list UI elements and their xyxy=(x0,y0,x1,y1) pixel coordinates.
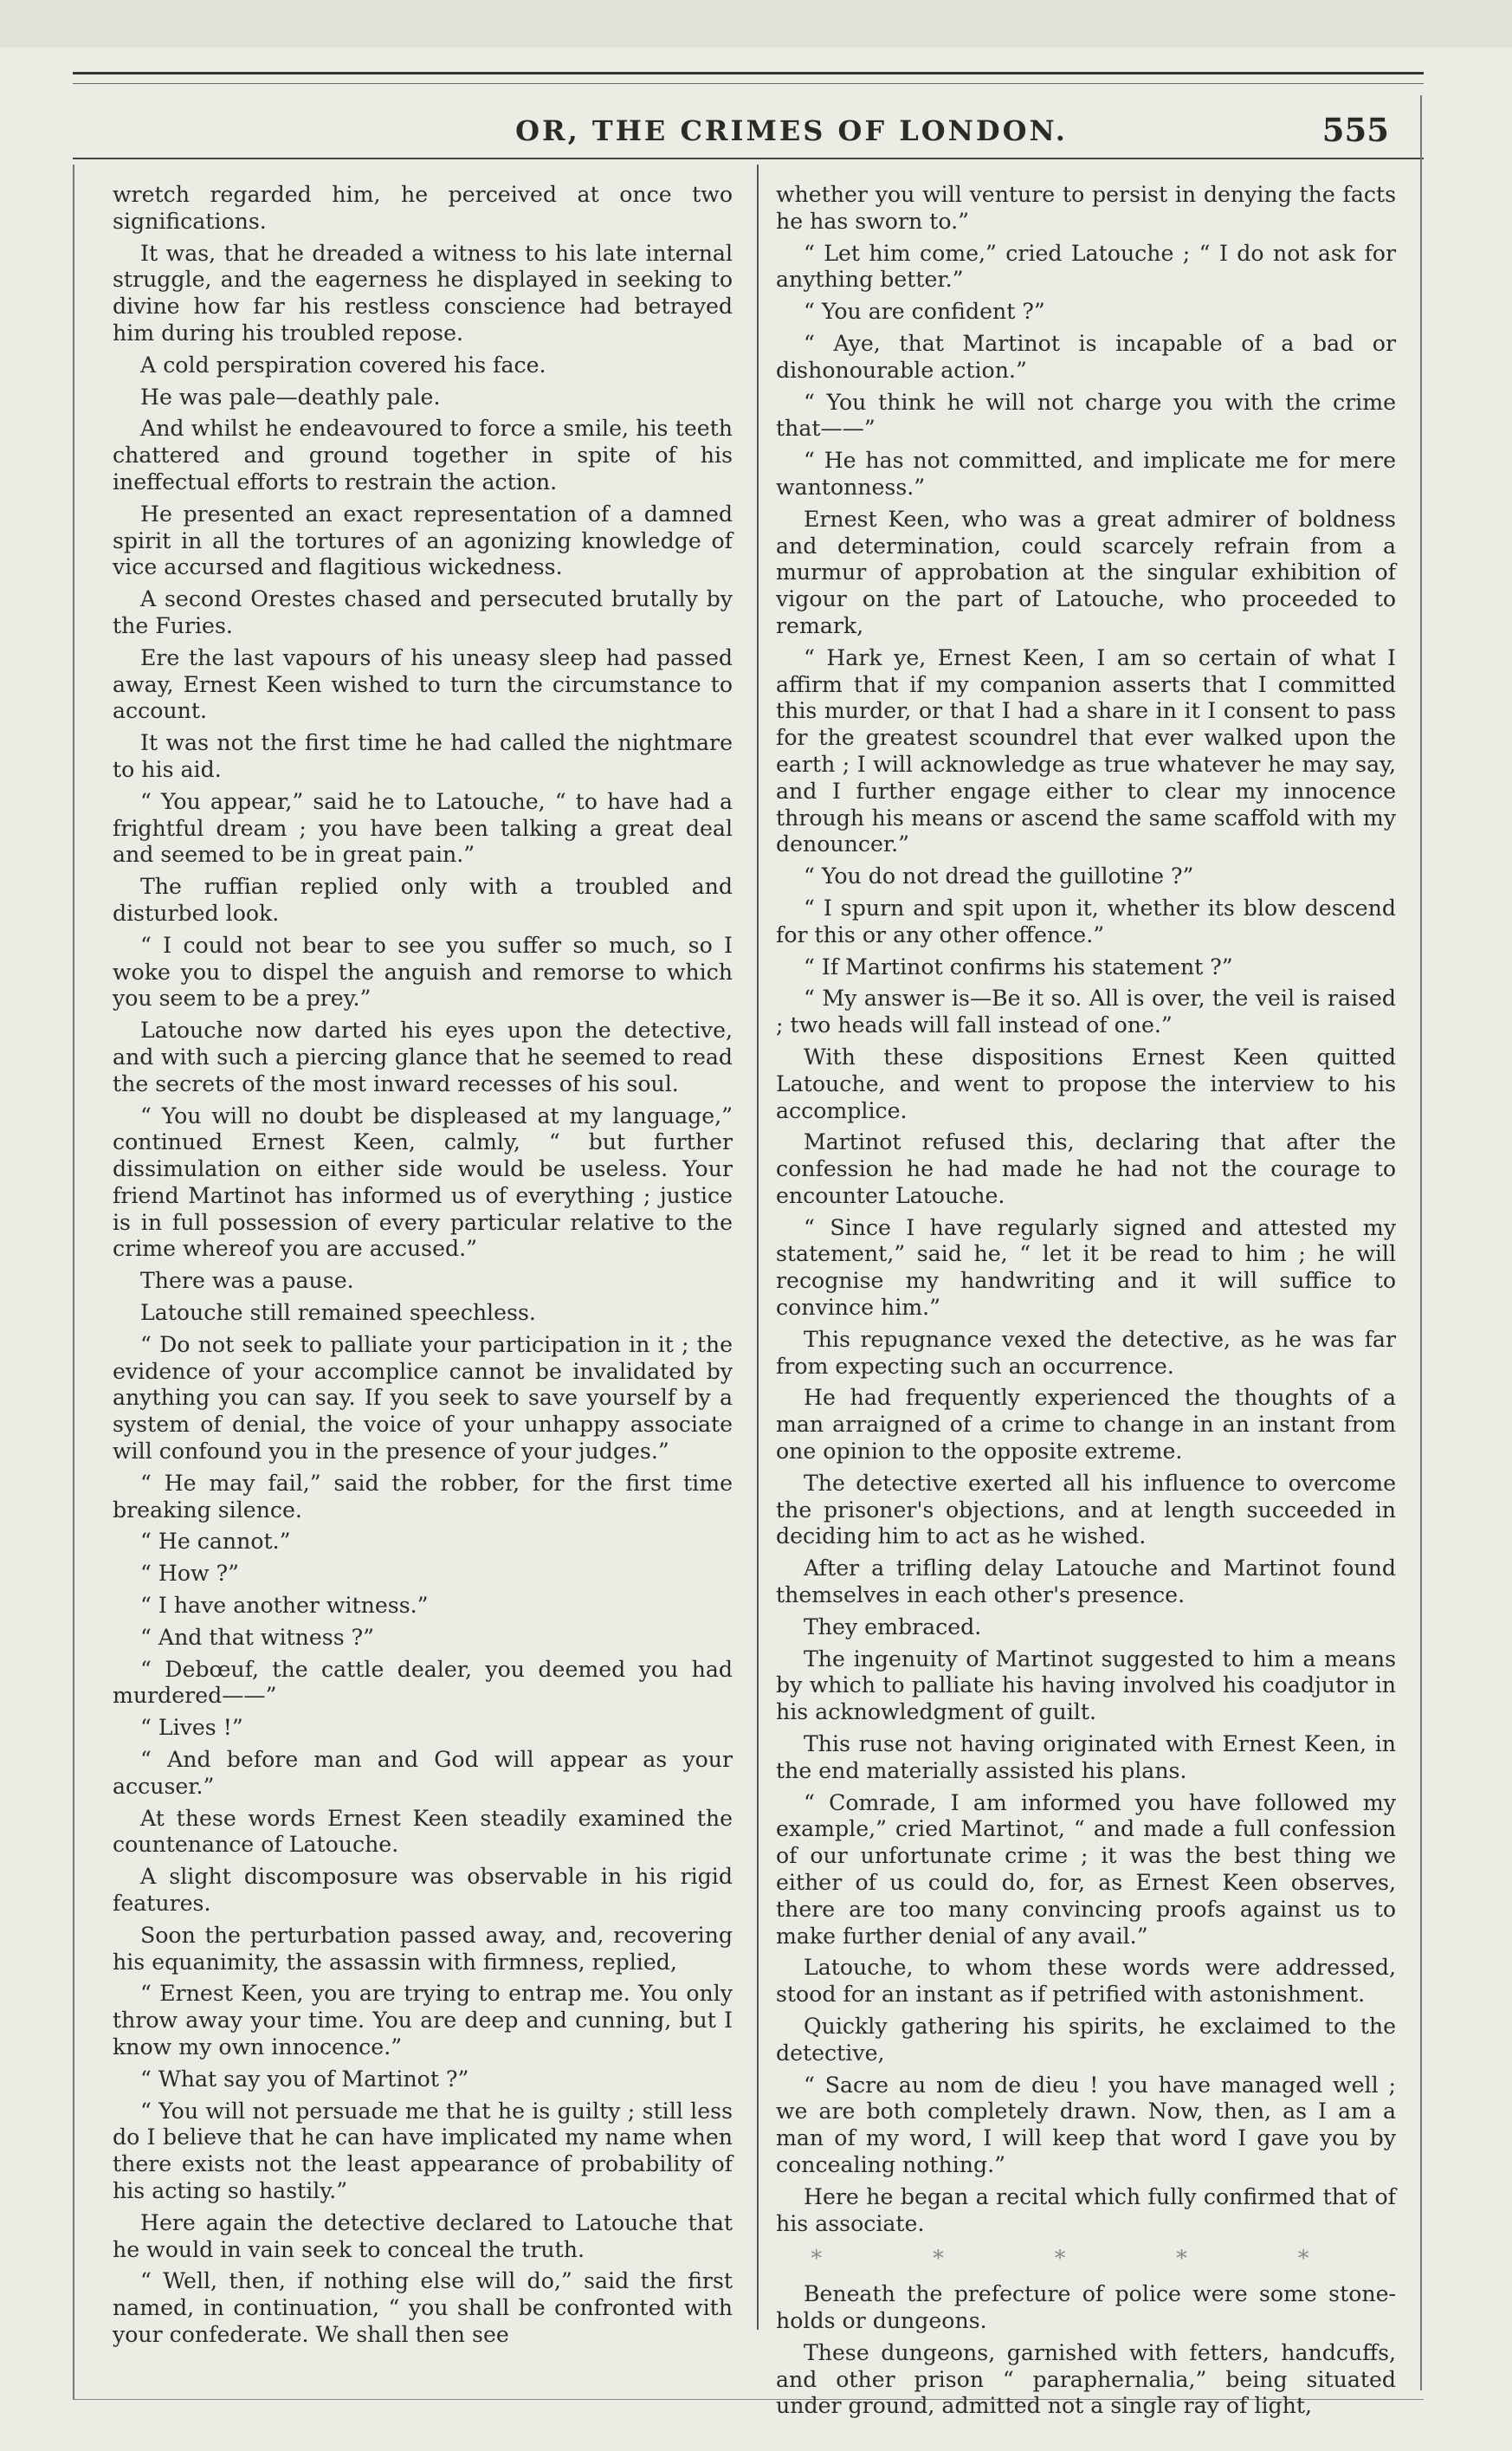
left-border-rule xyxy=(73,165,74,2399)
paragraph: Here again the detective declared to Latouche that he would in vain seek to conceal the truth. xyxy=(113,2209,733,2262)
paragraph: Martinot refused this, declaring that after the confession he had made he had not the courage to encounter Latouche. xyxy=(776,1129,1396,1208)
paragraph: Latouche, to whom these words were addressed, stood for an instant as if petrified with astonishment. xyxy=(776,1955,1396,2008)
paragraph: He presented an exact representation of a damned spirit in all the tortures of an agonizing knowledge of vice accursed and flagitious wickedness. xyxy=(113,501,733,580)
paragraph: “ What say you of Martinot ?” xyxy=(140,2066,469,2092)
paragraph: “ I could not bear to see you suffer so much, so I woke you to dispel the anguish and remorse to which you seem to be a prey.” xyxy=(113,932,733,1012)
left-column xyxy=(113,182,733,2354)
paragraph: “ Aye, that Martinot is incapable of a bad or dishonourable action.” xyxy=(776,330,1396,383)
paragraph: “ I have another witness.” xyxy=(140,1593,429,1619)
paragraph: “ Hark ye, Ernest Keen, I am so certain of what I affirm that if my companion asserts that I committed this murder, or that I had a share in it I consent to pass for the greatest scoundrel that ever walked upon the earth ; I will acknowledge as true whatever he may say, and I further engage either to clear my innocence through his means or ascend the same scaffold with my denouncer.” xyxy=(776,644,1396,857)
paragraph: The ruffian replied only with a troubled and disturbed look. xyxy=(113,874,733,926)
column-divider xyxy=(757,165,759,2330)
page-top-edge xyxy=(0,0,1512,48)
paragraph: These dungeons, garnished with fetters, handcuffs, and other prison “ paraphernalia,” being situated under ground, admitted not a single ray of light, xyxy=(776,2339,1396,2419)
paragraph: Latouche still remained speechless. xyxy=(140,1300,536,1326)
paragraph: Quickly gathering his spirits, he exclaimed to the detective, xyxy=(776,2014,1396,2066)
paragraph: “ Do not seek to palliate your participation in it ; the evidence of your accomplice cannot be invalidated by anything you can say. If you seek to save yourself by a system of denial, the voice of your unhappy associate will confound you in the presence of your judges.” xyxy=(113,1331,733,1465)
paragraph: “ Ernest Keen, you are trying to entrap me. You only throw away your time. You are deep and cunning, but I know my own innocence.” xyxy=(113,1981,733,2060)
paragraph: “ And that witness ?” xyxy=(140,1624,375,1650)
running-head xyxy=(73,111,1424,152)
paragraph: “ My answer is—Be it so. All is over, the veil is raised ; two heads will fall instead of one.” xyxy=(776,986,1396,1038)
paragraph: The detective exerted all his influence to overcome the prisoner's objections, and at length succeeded in deciding him to act as he wished. xyxy=(776,1470,1396,1549)
paragraph: “ Since I have regularly signed and attested my statement,” said he, “ let it be read to him ; he will recognise my handwriting and it will suffice to convince him.” xyxy=(776,1214,1396,1321)
paragraph: Here he began a recital which fully confirmed that of his associate. xyxy=(776,2183,1396,2236)
top-border-rule xyxy=(73,72,1424,74)
paragraph: A cold perspiration covered his face. xyxy=(140,352,546,378)
paragraph: He had frequently experienced the thoughts of a man arraigned of a crime to change in an instant from one opinion to the opposite extreme. xyxy=(776,1385,1396,1465)
paragraph: “ If Martinot confirms his statement ?” xyxy=(804,954,1233,980)
paragraph: Ernest Keen, who was a great admirer of boldness and determination, could scarcely refrain from a murmur of approbation at the singular exhibition of vigour on the part of Latouche, who proceeded to remark, xyxy=(776,506,1396,638)
paragraph: Soon the perturbation passed away, and, recovering his equanimity, the assassin with firmness, replied, xyxy=(113,1922,733,1975)
paragraph: “ He may fail,” said the robber, for the first time breaking silence. xyxy=(113,1470,733,1523)
paragraph: “ Debœuf, the cattle dealer, you deemed you had murdered——” xyxy=(113,1656,733,1709)
paragraph: whether you will venture to persist in denying the facts he has sworn to.” xyxy=(776,182,1396,234)
paragraph: * * * * * xyxy=(811,2246,1361,2272)
paragraph: And whilst he endeavoured to force a smile, his teeth chattered and ground together in spite of his ineffectual efforts to restrain the action. xyxy=(113,416,733,495)
paragraph: “ You will no doubt be displeased at my language,” continued Ernest Keen, calmly, “ but further dissimulation on either side would be useless. Your friend Martinot has informed us of everything ; justice is in full possession of every particular relative to the crime whereof you are accused.” xyxy=(113,1103,733,1262)
paragraph: “ You appear,” said he to Latouche, “ to have had a frightful dream ; you have been talking a great deal and seemed to be in great pain.” xyxy=(113,788,733,868)
paragraph: “ Well, then, if nothing else will do,” said the first named, in continuation, “ you shall be confronted with your confederate. We shall then see xyxy=(113,2268,733,2347)
page-number: 555 xyxy=(1321,111,1389,149)
top-border-rule-thin xyxy=(73,83,1424,84)
paragraph: Ere the last vapours of his uneasy sleep had passed away, Ernest Keen wished to turn the circumstance to account. xyxy=(113,644,733,724)
running-title: OR, THE CRIMES OF LONDON. xyxy=(515,114,1068,147)
paragraph: This repugnance vexed the detective, as he was far from expecting such an occurrence. xyxy=(776,1326,1396,1379)
paragraph: He was pale—deathly pale. xyxy=(140,384,441,410)
paragraph: Latouche now darted his eyes upon the detective, and with such a piercing glance that he seemed to read the secrets of the most inward recesses of his soul. xyxy=(113,1018,733,1096)
paragraph: “ Let him come,” cried Latouche ; “ I do not ask for anything better.” xyxy=(776,240,1396,293)
paragraph: “ He cannot.” xyxy=(140,1529,291,1555)
paragraph: This ruse not having originated with Ernest Keen, in the end materially assisted his plans. xyxy=(776,1731,1396,1783)
paragraph: “ I spurn and spit upon it, whether its blow descend for this or any other offence.” xyxy=(776,895,1396,947)
paragraph: “ Sacre au nom de dieu ! you have managed well ; we are both completely drawn. Now, then, as I am a man of my word, I will keep that word I gave you by concealing nothing.” xyxy=(776,2072,1396,2177)
paragraph: “ And before man and God will appear as your accuser.” xyxy=(113,1747,733,1799)
paragraph: “ How ?” xyxy=(140,1561,239,1587)
paragraph: “ You are confident ?” xyxy=(804,299,1045,325)
paragraph: At these words Ernest Keen steadily examined the countenance of Latouche. xyxy=(113,1805,733,1858)
paragraph: There was a pause. xyxy=(140,1268,354,1294)
paragraph: A second Orestes chased and persecuted brutally by the Furies. xyxy=(113,586,733,638)
paragraph: The ingenuity of Martinot suggested to him a means by which to palliate his having involved his coadjutor in his acknowledgment of guilt. xyxy=(776,1646,1396,1725)
paragraph: “ You think he will not charge you with the crime that——” xyxy=(776,389,1396,442)
paragraph: It was not the first time he had called the nightmare to his aid. xyxy=(113,730,733,782)
paragraph: After a trifling delay Latouche and Martinot found themselves in each other's presence. xyxy=(776,1555,1396,1608)
paragraph: “ You will not persuade me that he is guilty ; still less do I believe that he can have implicated my name when there exists not the least appearance of probability of his acting so hastily.” xyxy=(113,2098,733,2203)
paragraph: A slight discomposure was observable in his rigid features. xyxy=(113,1864,733,1917)
header-rule xyxy=(73,158,1424,159)
paragraph: “ You do not dread the guillotine ?” xyxy=(804,863,1194,889)
paragraph: It was, that he dreaded a witness to his late internal struggle, and the eagerness he displayed in seeking to divine how far his restless conscience had betrayed him during his troubled repose. xyxy=(113,240,733,346)
right-border-rule xyxy=(1420,95,1422,2390)
paragraph: Beneath the prefecture of police were some stone-holds or dungeons. xyxy=(776,2281,1396,2333)
paragraph: They embraced. xyxy=(804,1614,982,1639)
paragraph: wretch regarded him, he perceived at once two significations. xyxy=(113,182,733,234)
paragraph: “ Lives !” xyxy=(140,1715,243,1741)
paragraph: “ Comrade, I am informed you have followed my example,” cried Martinot, “ and made a full confession of our unfortunate crime ; it was the best thing we either of us could do, for, as Ernest Keen observes, there are too many convincing proofs against us to make further denial of any avail.” xyxy=(776,1789,1396,1949)
paragraph: With these dispositions Ernest Keen quitted Latouche, and went to propose the interview to his accomplice. xyxy=(776,1044,1396,1123)
right-column xyxy=(776,182,1396,2425)
paragraph: “ He has not committed, and implicate me for mere wantonness.” xyxy=(776,448,1396,500)
